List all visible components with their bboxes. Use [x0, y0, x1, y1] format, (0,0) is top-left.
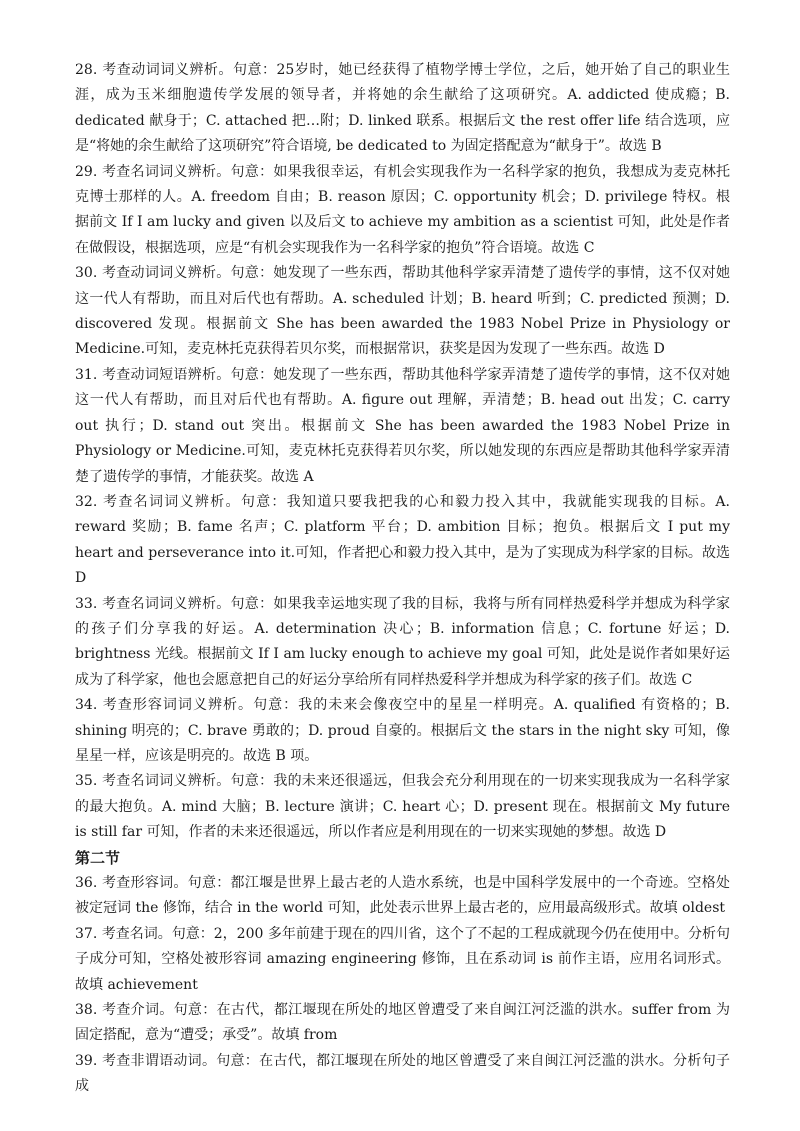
- answer-explanation-29: 29. 考查名词词义辨析。句意：如果我很幸运，有机会实现我作为一名科学家的抱负，我想成为麦克林托克博士那样的人。A. freedom 自由；B. reason 原因；C. opportunity 机会；D. privilege 特权。根据前文 If I am lucky and given 以及后文 to achieve my ambition as a scientist 可知，此处是作者在做假设，根据选项，应是“有机会实现我作为一名科学家的抱负”符合语境。故选 C: [75, 163, 730, 256]
- answer-explanation-28: 28. 考查动词词义辨析。句意：25岁时，她已经获得了植物学博士学位，之后，她开始了自己的职业生涯，成为玉米细胞遗传学发展的领导者，并将她的余生献给了这项研究。A. addicted 使成瘾；B. dedicated 献身于；C. attached 把…附；D. linked 联系。根据后文 the rest offer life 结合选项，应是“将她的余生献给了这项研究”符合语境, be dedicated to 为固定搭配意为“献身于”。故选 B: [75, 62, 730, 155]
- answer-explanation-34: 34. 考查形容词词义辨析。句意：我的未来会像夜空中的星星一样明亮。A. qualified 有资格的；B. shining 明亮的；C. brave 勇敢的；D. proud 自豪的。根据后文 the stars in the night sky 可知，像星星一样，应该是明亮的。故选 B 项。: [75, 697, 730, 764]
- answer-explanation-36: 36. 考查形容词。句意：都江堰是世界上最古老的人造水系统，也是中国科学发展中的一个奇迹。空格处被定冠词 the 修饰，结合 in the world 可知，此处表示世界上最古老的，应用最高级形式。故填 oldest: [75, 875, 730, 917]
- section-heading: 第二节: [75, 848, 121, 867]
- answer-explanation-35: 35. 考查名词词义辨析。句意：我的未来还很遥远，但我会充分利用现在的一切来实现我成为一名科学家的最大抱负。A. mind 大脑；B. lecture 演讲；C. heart 心；D. present 现在。根据前文 My future is still far 可知，作者的未来还很遥远，所以作者应是利用现在的一切来实现她的梦想。故选 D: [75, 773, 730, 841]
- answer-explanation-30: 30. 考查动词词义辨析。句意：她发现了一些东西，帮助其他科学家弄清楚了遗传学的事情，这不仅对她这一代人有帮助，而且对后代也有帮助。A. scheduled 计划；B. heard 听到；C. predicted 预测；D. discovered 发现。根据前文 She has been awarded the 1983 Nobel Prize in Physiology or Medicine.可知，麦克林托克获得若贝尔奖，而根据常识，获奖是因为发现了一些东西。故选 D: [75, 265, 730, 358]
- answer-explanation-37: 37. 考查名词。句意：2，200 多年前建于现在的四川省，这个了不起的工程成就现今仍在使用中。分析句子成分可知，空格处被形容词 amazing engineering 修饰，且在系动词 is 前作主语，应用名词形式。故填 achievement: [75, 925, 730, 993]
- answer-explanation-39: 39. 考查非谓语动词。句意：在古代，都江堰现在所处的地区曾遭受了来自闽江河泛滥的洪水。分析句子成: [75, 1052, 730, 1095]
- answer-explanation-38: 38. 考查介词。句意：在古代，都江堰现在所处的地区曾遭受了来自闽江河泛滥的洪水。suffer from 为固定搭配，意为“遭受；承受”。故填 from: [75, 1002, 730, 1044]
- document-page: [75, 58, 730, 1100]
- answer-explanation-33: 33. 考查名词词义辨析。句意：如果我幸运地实现了我的目标，我将与所有同样热爱科学并想成为科学家的孩子们分享我的好运。A. determination 决心；B. information 信息；C. fortune 好运；D. brightness 光线。根据前文 If I am lucky enough to achieve my goal 可知，此处是说作者如果好运成为了科学家，他也会愿意把自己的好运分享给所有同样热爱科学并想成为科学家的孩子们。故选 C: [75, 595, 730, 688]
- answer-explanation-31: 31. 考查动词短语辨析。句意：她发现了一些东西，帮助其他科学家弄清楚了遗传学的事情，这不仅对她这一代人有帮助，而且对后代也有帮助。A. figure out 理解，弄清楚；B. head out 出发；C. carry out 执行；D. stand out 突出。根据前文 She has been awarded the 1983 Nobel Prize in Physiology or Medicine.可知，麦克林托克获得若贝尔奖，所以她发现的东西应是帮助其他科学家弄清楚了遗传学的事情，才能获奖。故选 A: [75, 366, 730, 485]
- answer-explanation-32: 32. 考查名词词义辨析。句意：我知道只要我把我的心和毅力投入其中，我就能实现我的目标。A. reward 奖励；B. fame 名声；C. platform 平台；D. ambition 目标；抱负。根据后文 I put my heart and perseverance into it.可知，作者把心和毅力投入其中，是为了实现成为科学家的目标。故选 D: [75, 493, 730, 587]
